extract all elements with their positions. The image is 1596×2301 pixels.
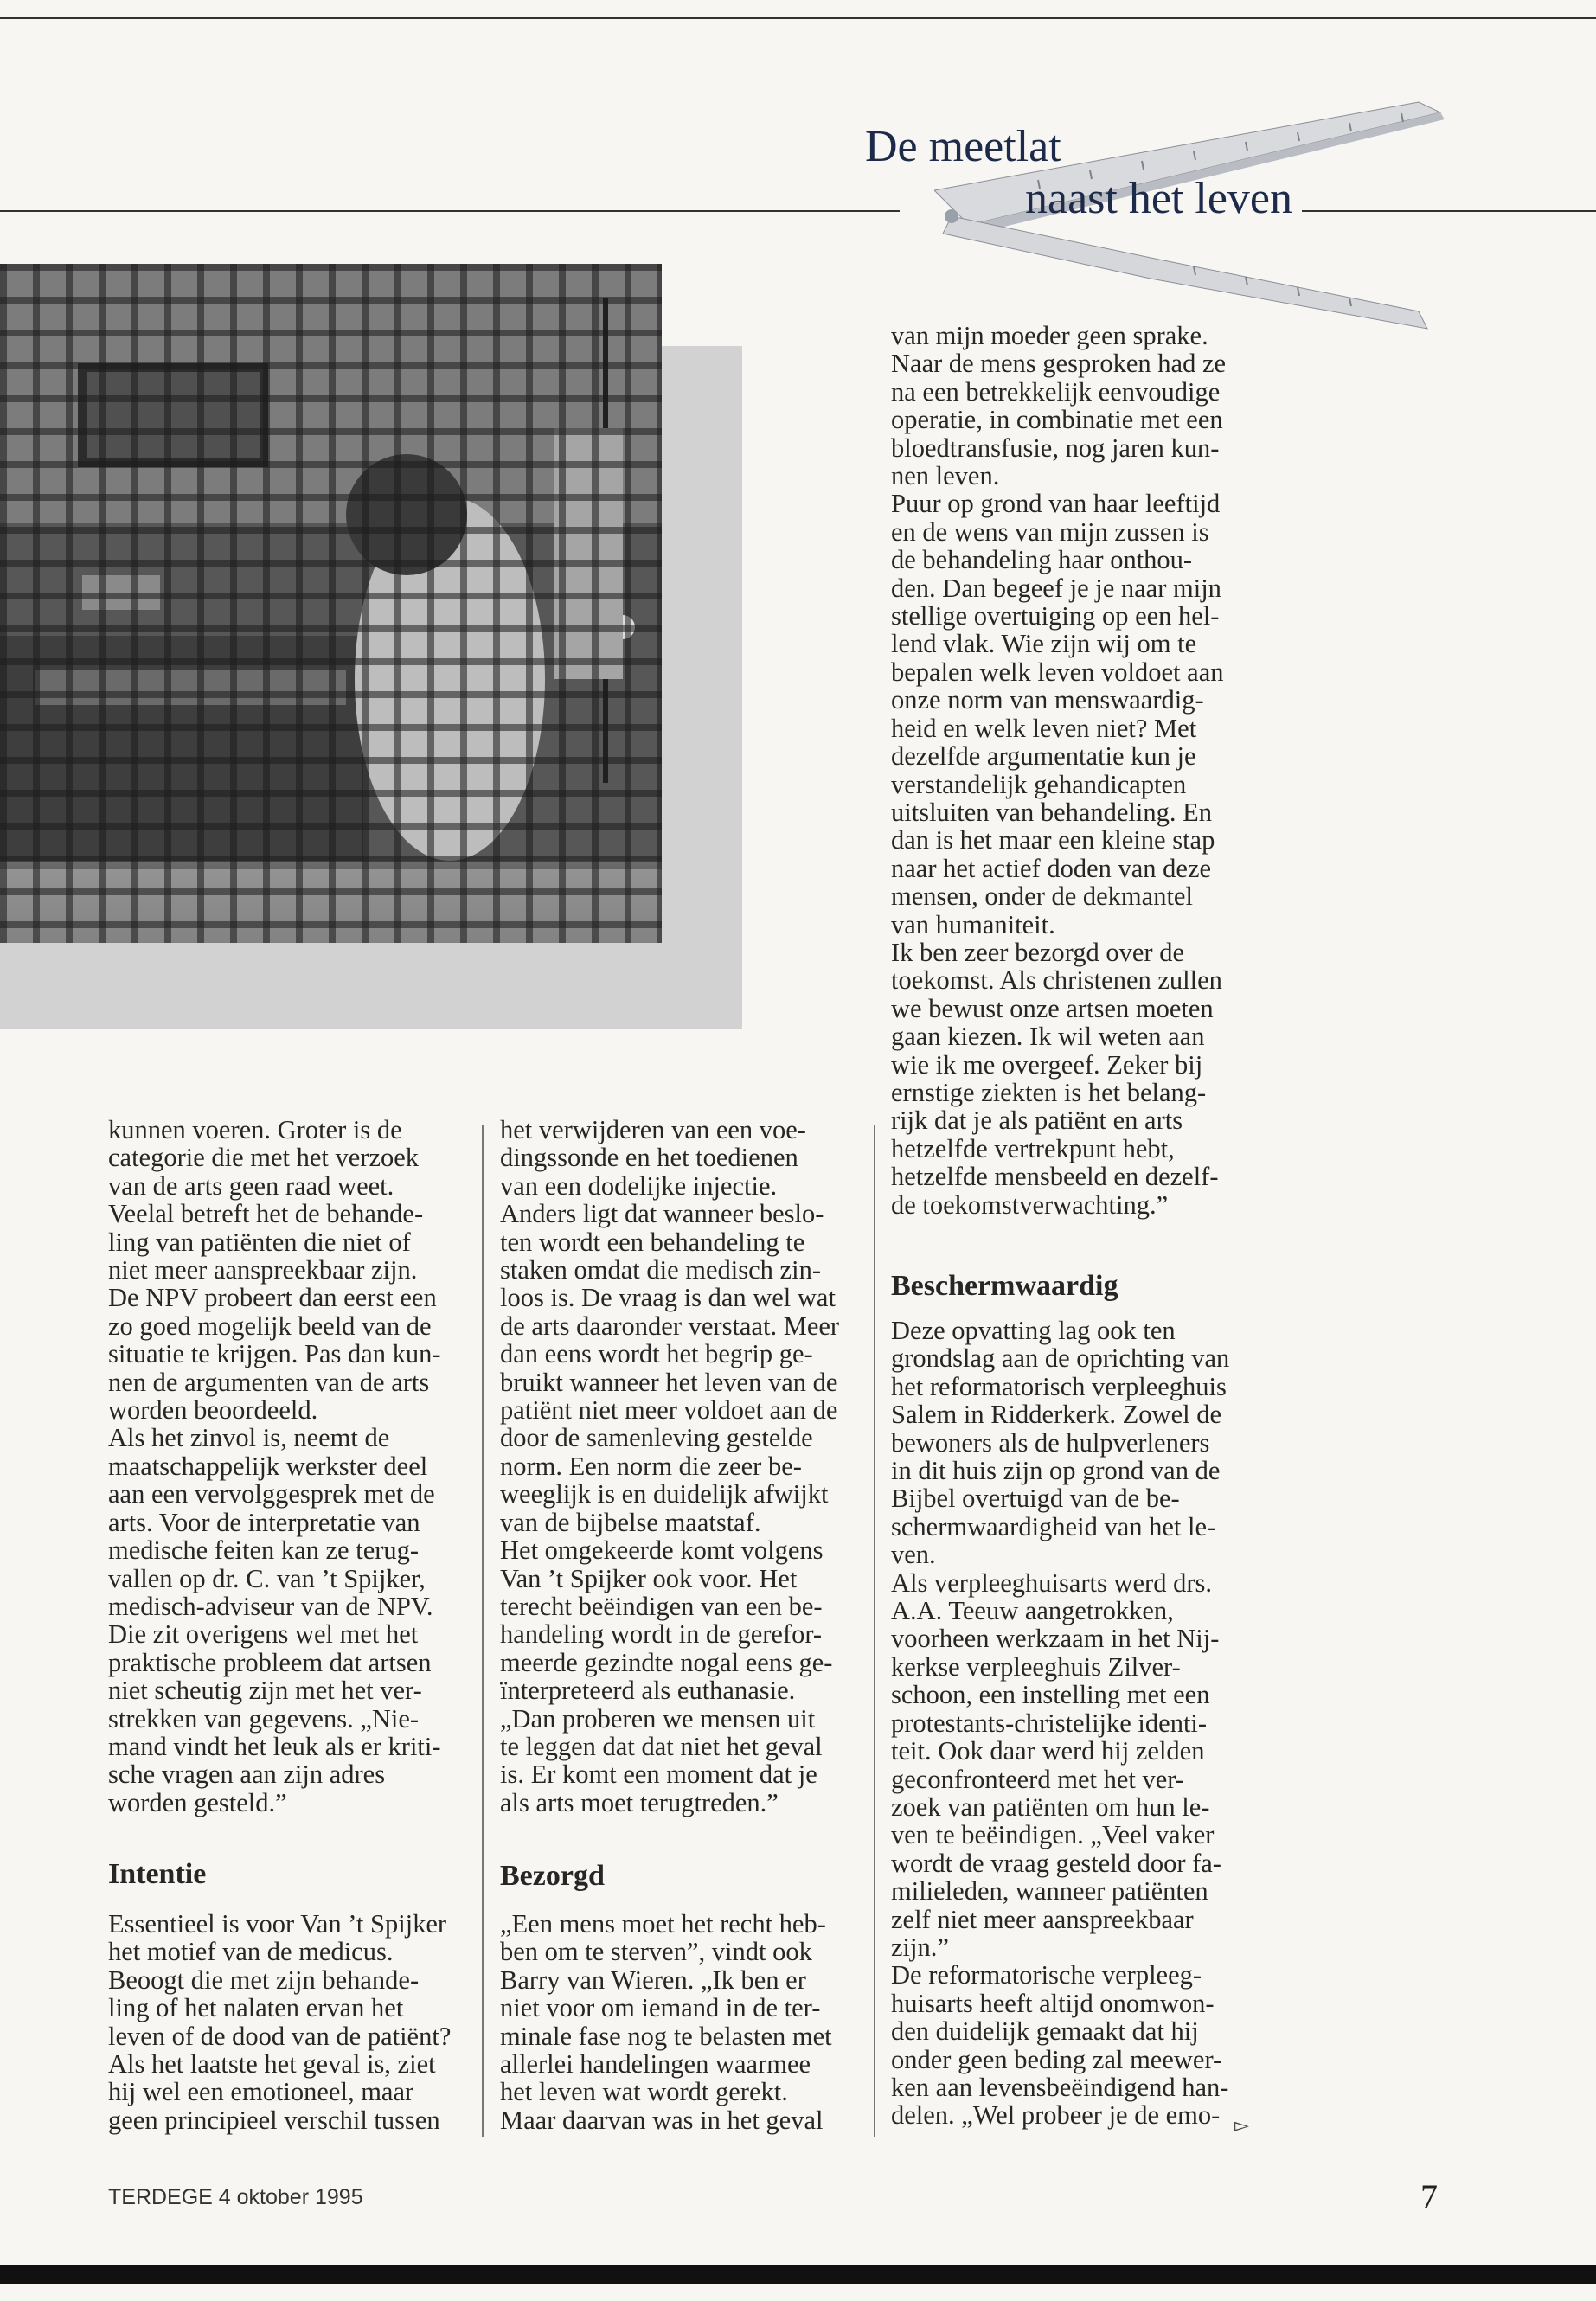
header-title-line1: De meetlat <box>865 122 1061 171</box>
column-2-body: „Een mens moet het recht heb- ben om te sterven”, vindt ook Barry van Wieren. „Ik ben er niet voor om iemand in de ter- minale fase nog te belasten met allerlei handelingen waarmee het leven wat wordt gerekt. Maar daarvan was in het geval <box>500 1909 832 2135</box>
heading-intentie: Intentie <box>108 1858 207 1890</box>
column-1-intro: kunnen voeren. Groter is de categorie die met het verzoek van de arts geen raad weet. Veelal betreft het de behande- ling van patiënten die niet of niet meer aanspreekbaar zijn. De NPV probeert dan eerst een zo goed mogelijk beeld van de situatie te krijgen. Pas dan kun- nen de argumenten van de arts worden beoordeeld. Als het zinvol is, neemt de maatschappelijk werkster deel aan een vervolggesprek met de arts. Voor de interpretatie van medische feiten kan ze terug- vallen op dr. C. van ’t Spijker, medisch-adviseur van de NPV. Die zit overigens wel met het praktische probleem dat artsen niet scheutig zijn met het ver- strekken van gegevens. „Nie- mand vindt het leuk als er kriti- sche vragen aan zijn adres worden gesteld.” <box>108 1115 441 1817</box>
top-rule <box>0 17 1596 19</box>
hospital-photo <box>0 264 662 943</box>
header-title-line2: naast het leven <box>1025 174 1292 223</box>
hospital-scene-icon <box>0 264 662 943</box>
column-divider-2 <box>874 1125 875 2137</box>
heading-beschermwaardig: Beschermwaardig <box>891 1270 1118 1302</box>
page-number: 7 <box>1420 2177 1438 2216</box>
column-3-body: Deze opvatting lag ook ten grondslag aan de oprichting van het reformatorisch verpleeghuis Salem in Ridderkerk. Zowel de bewoners als de hulpverleners in dit huis zijn op grond van de Bijbel overtuigd van de be- schermwaardigheid van het le- ven. Als verpleeghuisarts werd drs. A.A. Teeuw aangetrokken, voorheen werkzaam in het Nij- kerkse verpleeghuis Zilver- schoon, een instelling met een protestants-christelijke identi- teit. Ook daar werd hij zelden geconfronteerd met het ver- zoek van patiënten om hun le- ven te beëindigen. „Veel vaker wordt de vraag gesteld door fa- milieleden, wanneer patiënten zelf niet meer aanspreekbaar zijn.” De reformatorische verpleeg- huisarts heeft altijd onomwon- den duidelijk gemaakt dat hij onder geen beding zal meewer- ken aan levensbeëindigend han- delen. „Wel probeer je de emo- <box>891 1316 1230 2131</box>
footer-publication: TERDEGE 4 oktober 1995 <box>108 2185 363 2209</box>
column-3-intro: van mijn moeder geen sprake. Naar de mens gesproken had ze na een betrekkelijk eenvoudige operatie, in combinatie met een bloedtransfusie, nog jaren kun- nen leven. Puur op grond van haar leeftijd en de wens van mijn zussen is de behandeling haar onthou- den. Dan begeef je je naar mijn stellige overtuiging op een hel- lend vlak. Wie zijn wij om te bepalen welk leven voldoet aan onze norm van menswaardig- heid en welk leven niet? Met dezelfde argumentatie kun je verstandelijk gehandicapten uitsluiten van behandeling. En dan is het maar een kleine stap naar het actief doden van deze mensen, onder de dekmantel van humaniteit. Ik ben zeer bezorgd over de toekomst. Als christenen zullen we bewust onze artsen moeten gaan kiezen. Ik wil weten aan wie ik me overgeef. Zeker bij ernstige ziekten is het belang- rijk dat je als patiënt en arts hetzelfde vertrekpunt hebt, hetzelfde mensbeeld en dezelf- de toekomstverwachting.” <box>891 321 1227 1220</box>
bottom-bar <box>0 2265 1596 2284</box>
column-divider-1 <box>482 1125 484 2137</box>
column-2-intro: het verwijderen van een voe- dingssonde en het toedienen van een dodelijke injectie. Anders ligt dat wanneer beslo- ten wordt een behandeling te staken omdat die medisch zin- loos is. De vraag is dan wel wat de arts daaronder verstaat. Meer dan eens wordt het begrip ge- bruikt wanneer het leven van de patiënt niet meer voldoet aan de door de samenleving gestelde norm. Een norm die zeer be- weeglijk is en duidelijk afwijkt van de bijbelse maatstaf. Het omgekeerde komt volgens Van ’t Spijker ook voor. Het terecht beëindigen van een be- handeling wordt in de gerefor- meerde gezindte nogal eens ge- ïnterpreteerd als euthanasie. „Dan proberen we mensen uit te leggen dat dat niet het geval is. Er komt een moment dat je als arts moet terugtreden.” <box>500 1115 840 1817</box>
header-rule-left <box>0 210 900 212</box>
column-1-body: Essentieel is voor Van ’t Spijker het motief van de medicus. Beoogt die met zijn behande- ling of het nalaten ervan het leven of de dood van de patiënt? Als het laatste het geval is, ziet hij wel een emotioneel, maar geen principieel verschil tussen <box>108 1909 452 2135</box>
continue-arrow-icon: ▻ <box>1234 2114 1249 2136</box>
heading-bezorgd: Bezorgd <box>500 1860 605 1892</box>
